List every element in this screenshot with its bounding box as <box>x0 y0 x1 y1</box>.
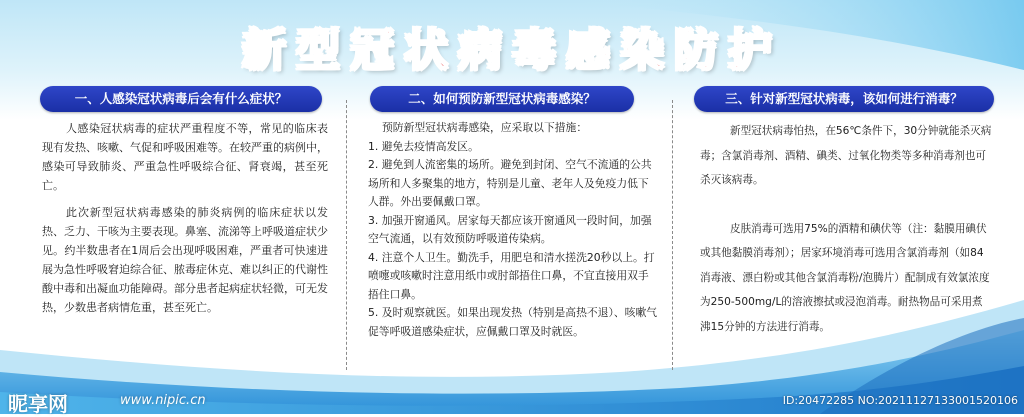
prevention-column <box>368 119 658 341</box>
watermark-logo: 昵享网 <box>8 392 68 416</box>
section-heading-disinfection: 三、针对新型冠状病毒，该如何进行消毒？ <box>694 86 994 112</box>
prevention-item: 2. 避免到人流密集的场所。避免到封闭、空气不流通的公共场所和人多聚集的地方，特别是儿童、老年人及免疫力低下人群。外出要佩戴口罩。 <box>368 158 652 208</box>
symptoms-column <box>42 119 328 317</box>
column-divider <box>672 100 673 370</box>
prevention-intro: 预防新型冠状病毒感染，应采取以下措施： <box>382 121 588 134</box>
prevention-item: 1. 避免去疫情高发区。 <box>368 139 479 153</box>
column-divider <box>346 100 347 370</box>
disinfection-paragraph: 皮肤消毒可选用75%的酒精和碘伏等（注：黏膜用碘伏或其他黏膜消毒剂）；居家环境消毒可选用含氯消毒剂（如84消毒液、漂白粉或其他含氯消毒粉/泡腾片）配制成有效氯浓度为250-500mg/L的溶液擦拭或浸泡消毒。耐热物品可采用煮沸15分钟的方法进行消毒。 <box>700 222 990 333</box>
section-heading-prevention: 二、如何预防新型冠状病毒感染？ <box>370 86 634 112</box>
page-title: 新型冠状病毒感染防护 <box>242 25 782 76</box>
symptoms-paragraph: 人感染冠状病毒的症状严重程度不等，常见的临床表现有发热、咳嗽、气促和呼吸困难等。在较严重的病例中，感染可导致肺炎、严重急性呼吸综合征、肾衰竭，甚至死亡。 <box>42 122 328 192</box>
prevention-item: 5. 及时观察就医。如果出现发热（特别是高热不退）、咳嗽气促等呼吸道感染症状，应佩戴口罩及时就医。 <box>368 306 658 338</box>
disinfection-paragraph: 新型冠状病毒怕热，在56℃条件下，30分钟就能杀灭病毒；含氯消毒剂、酒精、碘类、过氧化物类等多种消毒剂也可杀灭该病毒。 <box>700 125 992 186</box>
section-heading-symptoms: 一、人感染冠状病毒后会有什么症状？ <box>40 86 322 112</box>
watermark-id: ID:20472285 NO:20211127133001520106 <box>782 394 1018 407</box>
disinfection-column <box>700 119 992 339</box>
prevention-item: 4. 注意个人卫生。勤洗手，用肥皂和清水搓洗20秒以上。打喷嚏或咳嗽时注意用纸巾或肘部捂住口鼻，不宜直接用双手捂住口鼻。 <box>368 250 655 301</box>
symptoms-paragraph: 此次新型冠状病毒感染的肺炎病例的临床症状以发热、乏力、干咳为主要表现。鼻塞、流涕等上呼吸道症状少见。约半数患者在1周后会出现呼吸困难，严重者可快速进展为急性呼吸窘迫综合征、脓毒症休克、难以纠正的代谢性酸中毒和出凝血功能障碍。部分患者起病症状轻微，可无发热，少数患者病情危重，甚至死亡。 <box>42 206 328 314</box>
watermark-url: www.nipic.cn <box>120 393 206 408</box>
prevention-item: 3. 加强开窗通风。居家每天都应该开窗通风一段时间，加强空气流通，以有效预防呼吸道传染病。 <box>368 213 652 245</box>
